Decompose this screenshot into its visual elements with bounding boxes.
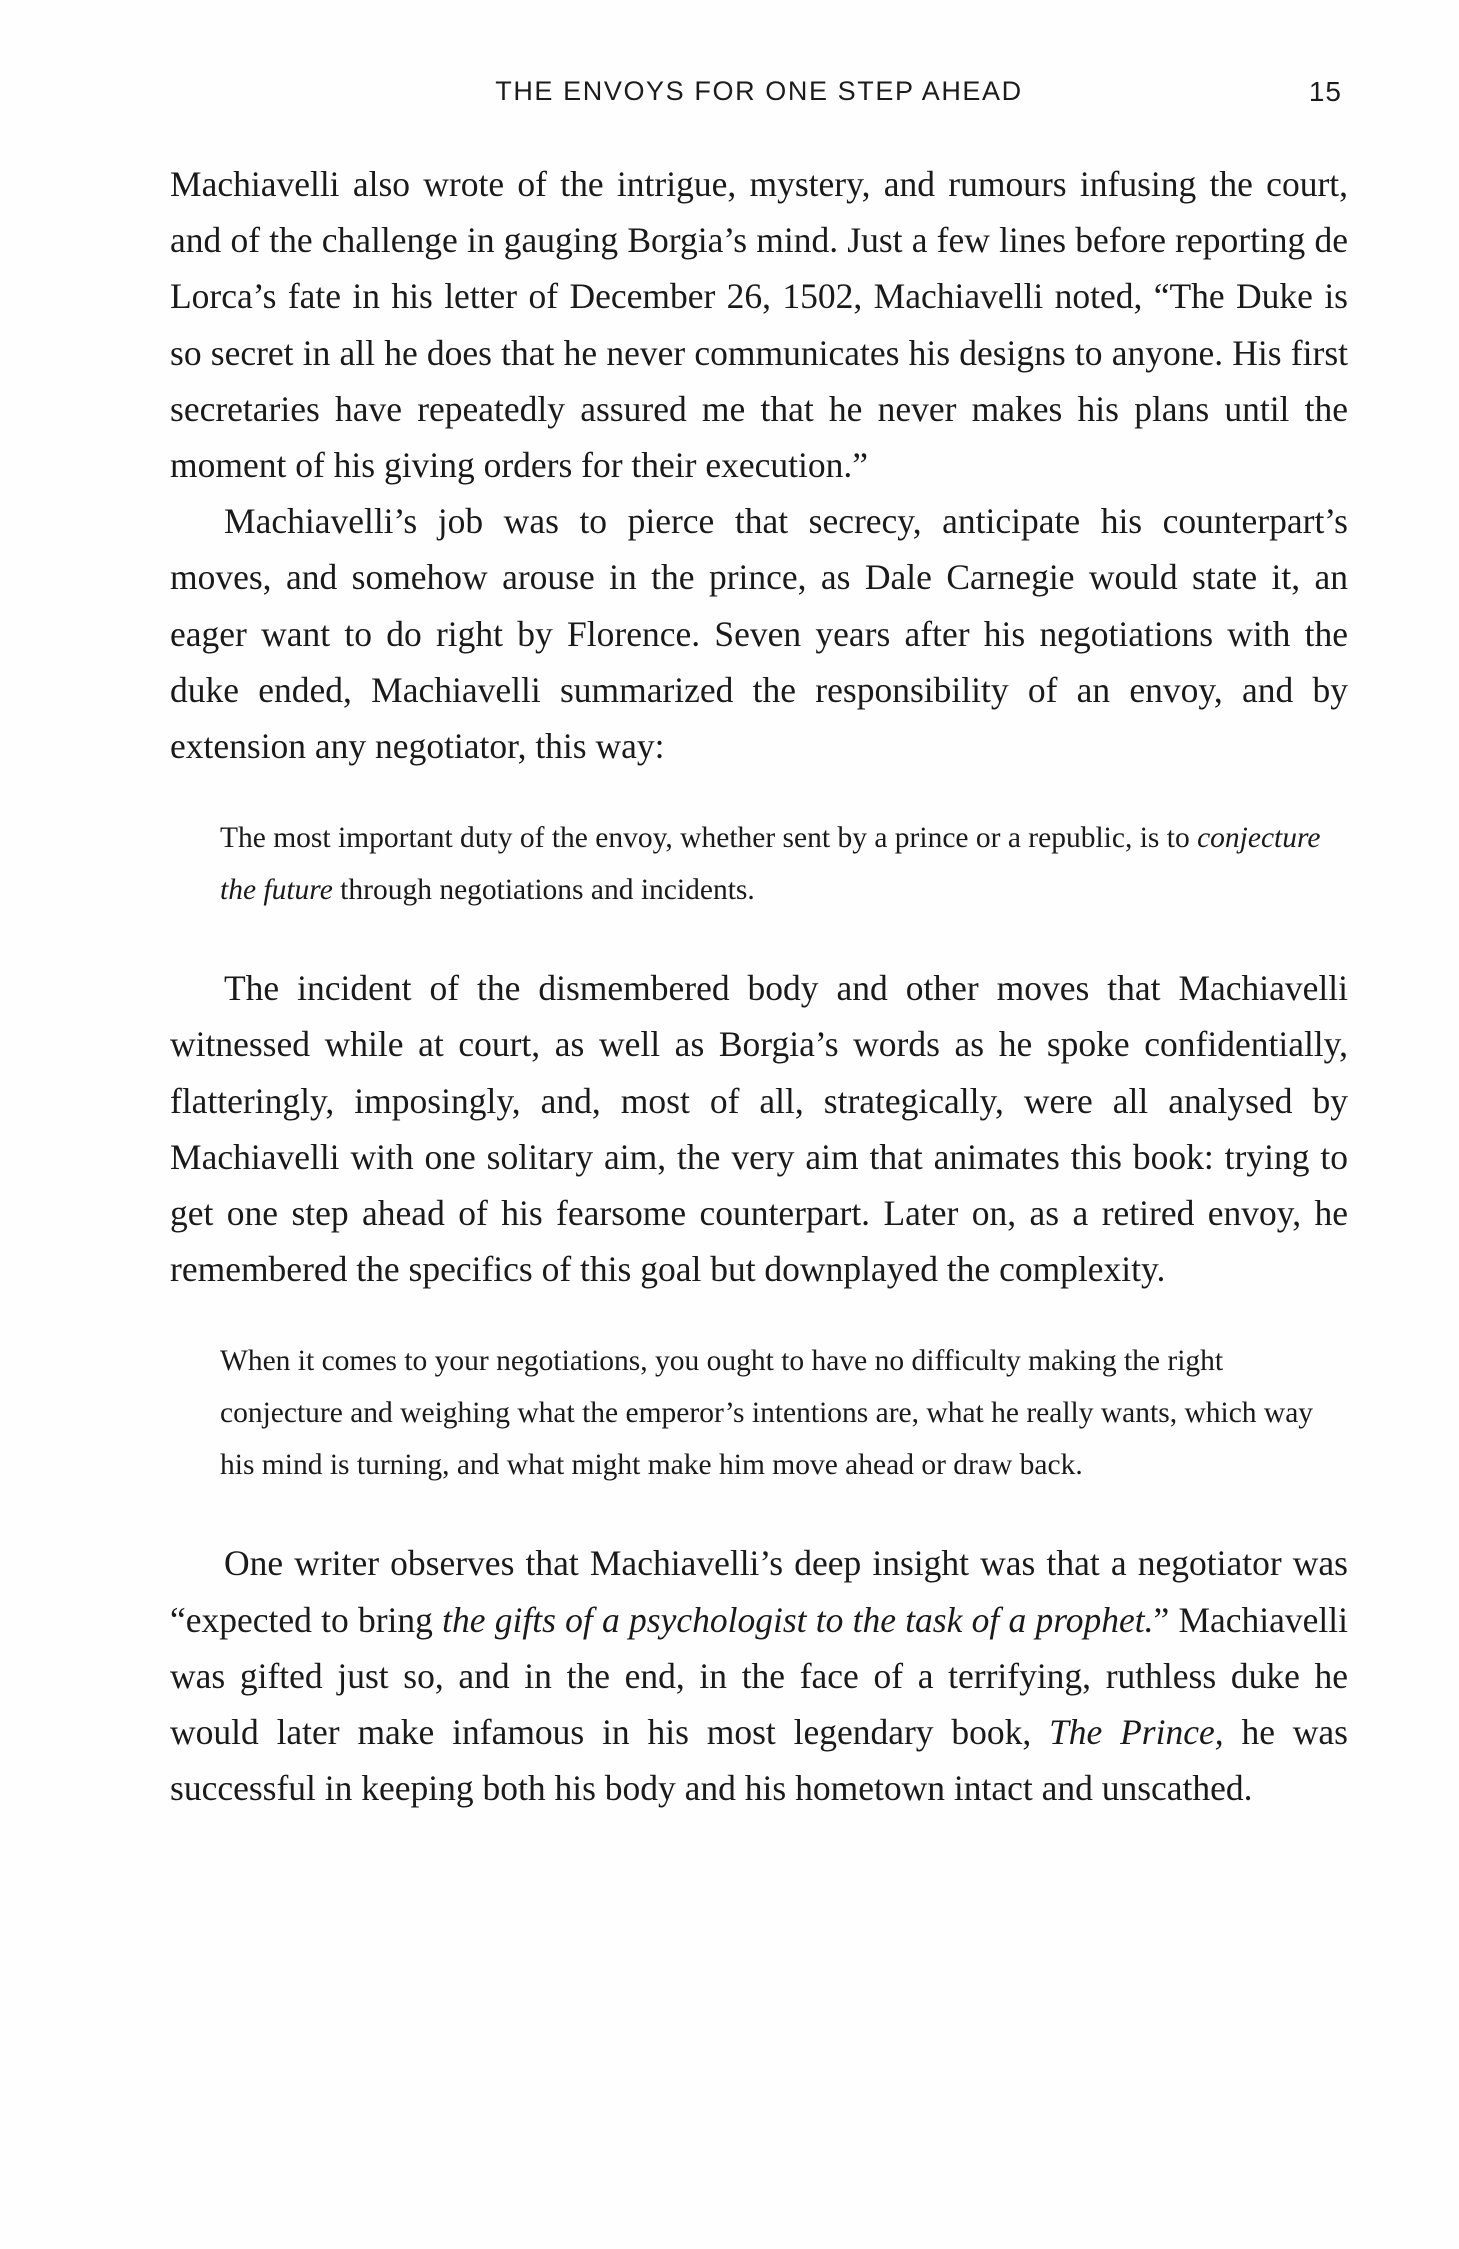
paragraph-2: Machiavelli’s job was to pierce that secrecy, anticipate his counterpart’s moves, and somehow arouse in the prince, as Dale Carnegie would state it, an eager want to do right by Florence. Seven years after his negotiations with the duke ended, Machiavelli summarized the responsibility of an envoy, and by extension any negotiator, this way: [170, 501, 1348, 767]
block-quote-2: When it comes to your negotiations, you ought to have no difficulty making the right conjecture and weighing what the emperor’s intentions are, what he really wants, which way his mind is turning, and what might make him move ahead or draw back. [220, 1345, 1314, 1482]
paragraph-4-text-a: One writer observes that Machiavelli’s deep insight was that a negotiator was “expected to bring [170, 1543, 1348, 1640]
quote-1-text-b: through negotiations and incidents. [332, 874, 755, 907]
paragraph-1: Machiavelli also wrote of the intrigue, mystery, and rumours infusing the court, and of the challenge in gauging Borgia’s mind. Just a few lines before reporting de Lorca’s fate in his letter of December 26, 1502, Machiavelli noted, “The Duke is so secret in all he does that he never communicates his designs to anyone. His first secretaries have repeatedly assured me that he never makes his plans until the moment of his giving orders for their execution.” [170, 164, 1348, 486]
paragraph-4-text-c: he was successful in keeping both his body and his hometown intact and unscathed. [170, 1712, 1348, 1809]
paragraph-4-text-b: ” Machiavelli was gifted just so, and in the end, in the face of a terrifying, ruthless duke he would later make infamous in his most legendary book, [170, 1599, 1348, 1753]
running-title: THE ENVOYS FOR ONE STEP AHEAD [495, 76, 1023, 106]
book-title-the-prince: The Prince, [1049, 1712, 1224, 1753]
paragraph-4 [170, 1535, 1348, 1816]
paragraph-4-emphasis-1: the gifts of a psychologist to the task of a prophet. [442, 1599, 1154, 1640]
block-quote-1 [220, 812, 1348, 916]
body-text [170, 156, 1348, 1816]
running-head [170, 76, 1348, 112]
quote-1-text-a: The most important duty of the envoy, whether sent by a prince or a republic, is to [220, 822, 1198, 855]
paragraph-3: The incident of the dismembered body and other moves that Machiavelli witnessed while at court, as well as Borgia’s words as he spoke confidentially, flatteringly, imposingly, and, most of all, strategically, were all analysed by Machiavelli with one solitary aim, the very aim that animates this book: trying to get one step ahead of his fearsome counterpart. Later on, as a retired envoy, he remembered the specifics of this goal but downplayed the complexity. [170, 968, 1348, 1290]
quote-1-emphasis: conjecture the future [220, 822, 1321, 907]
page-number: 15 [1308, 76, 1342, 107]
